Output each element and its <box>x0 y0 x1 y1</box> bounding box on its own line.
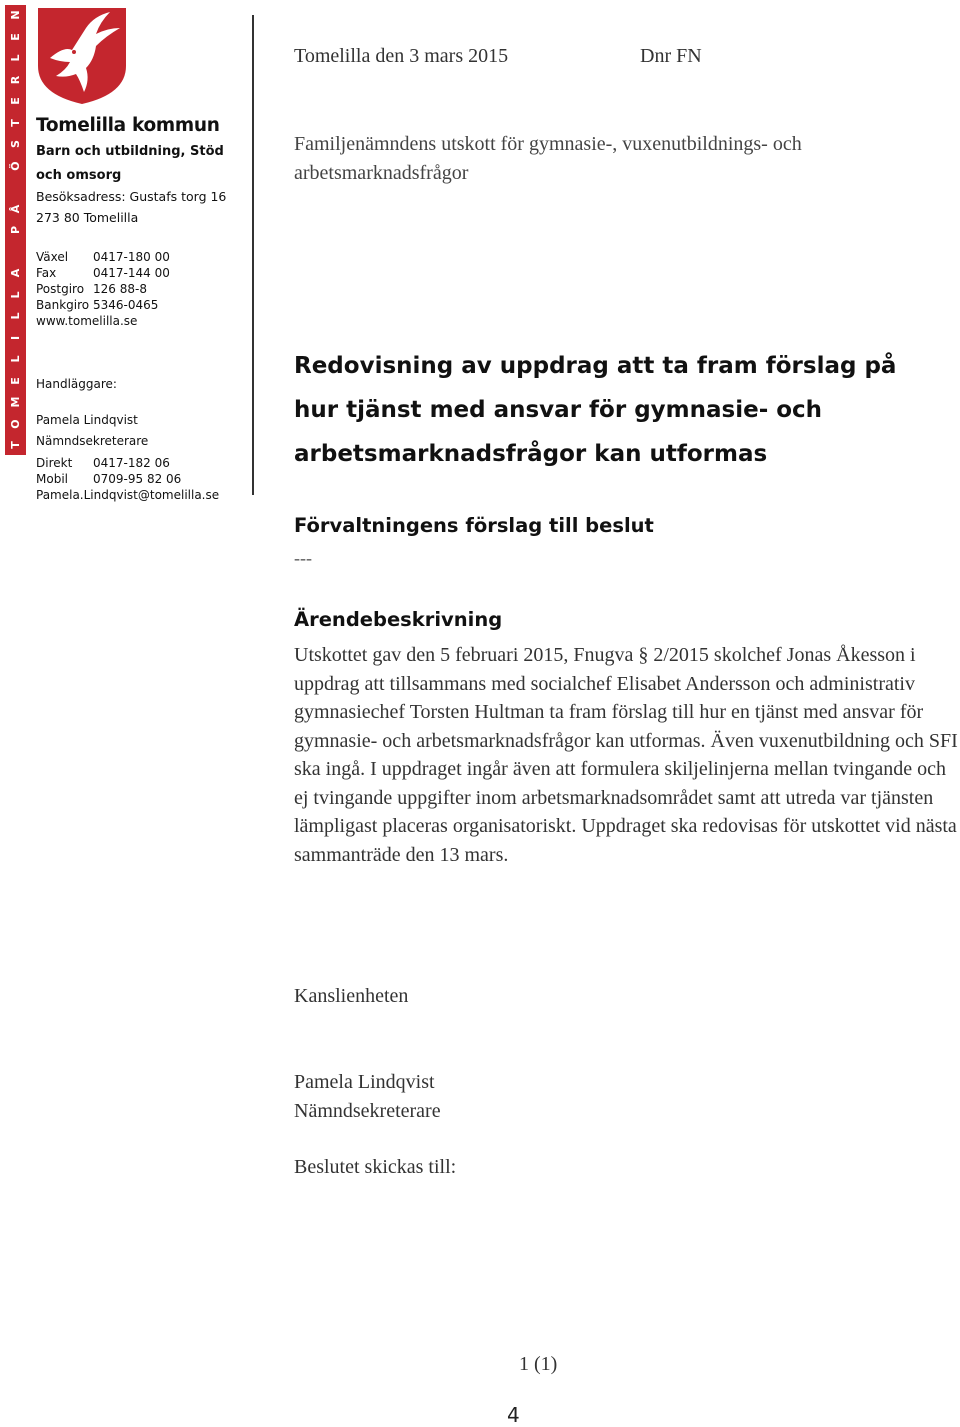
contact-row: Direkt 0417-182 06 <box>36 456 170 470</box>
distribution-line: Beslutet skickas till: <box>294 1156 457 1178</box>
proposal-body: --- <box>294 548 312 568</box>
contact-row: Mobil 0709-95 82 06 <box>36 472 182 486</box>
band-letter <box>10 246 22 258</box>
handler-title: Nämndsekreterare <box>36 434 149 448</box>
band-letter: L <box>8 312 22 320</box>
proposal-heading: Förvaltningens förslag till beslut <box>294 514 654 537</box>
band-letter: E <box>8 32 22 41</box>
signature-block <box>294 1068 441 1125</box>
band-letter: T <box>8 118 22 127</box>
band-letter: E <box>8 97 22 105</box>
handler-name: Pamela Lindqvist <box>36 413 138 427</box>
handler-contact-list <box>36 455 219 503</box>
band-letter: O <box>8 418 22 429</box>
department: Barn och utbildning, Stöd och omsorg <box>36 144 224 183</box>
org-name: Tomelilla kommun <box>36 115 220 136</box>
band-letter: E <box>8 376 22 385</box>
contact-row: Postgiro 126 88-8 <box>36 282 147 296</box>
band-letter: Ö <box>8 160 22 171</box>
handler-email-link[interactable]: Pamela.Lindqvist@tomelilla.se <box>36 488 220 502</box>
contact-row: Fax 0417-144 00 <box>36 266 170 280</box>
document-title: Redovisning av uppdrag att ta fram förslag på hur tjänst med ansvar för gymnasie- och arbetsmarknadsfrågor kan utformas <box>294 353 897 467</box>
coat-of-arms-logo <box>36 6 128 106</box>
band-letter: P <box>8 225 22 235</box>
band-letter: L <box>8 355 22 363</box>
band-letter: S <box>8 140 22 148</box>
band-letter: T <box>8 441 22 449</box>
band-letter: L <box>8 54 22 62</box>
date-line: Tomelilla den 3 mars 2015 <box>294 45 509 67</box>
band-letter: N <box>8 10 22 20</box>
website-link[interactable]: www.tomelilla.se <box>36 314 138 328</box>
description-body: Utskottet gav den 5 februari 2015, Fnugva § 2/2015 skolchef Jonas Åkesson i uppdrag att tillsammans med socialchef Elisabet Andersson och administrativ gymnasiechef Torsten Hultman ta fram förslag till hur en tjänst med ansvar för gymnasie- och arbetsmarknadsfrågor kan utformas. Även vuxenutbildning och SFI ska ingå. I uppdraget ingår även att formulera skiljelinjerna mellan tvingande och ej tvingande uppgifter inom arbetsmarknadsområdet samt att utreda var tjänsten lämpligast placeras organisatoriskt. Uppdraget ska redovisas för utskottet vid nästa sammanträde den 13 mars. <box>294 644 958 866</box>
visit-address: Besöksadress: Gustafs torg 16 <box>36 189 227 204</box>
page-indicator: 1 (1) <box>519 1353 558 1375</box>
contact-row: Växel 0417-180 00 <box>36 250 170 264</box>
handler-label: Handläggare: <box>36 377 117 391</box>
contact-row: Bankgiro 5346-0465 <box>36 298 159 312</box>
signer-name: Pamela Lindqvist <box>294 1071 435 1093</box>
postal-address: 273 80 Tomelilla <box>36 210 139 225</box>
contact-list <box>36 249 170 329</box>
vertical-brand-band <box>5 5 26 455</box>
dnr-reference: Dnr FN <box>640 45 702 67</box>
band-letter: M <box>8 396 22 408</box>
band-letter: L <box>8 291 22 299</box>
description-heading: Ärendebeskrivning <box>294 608 503 631</box>
committee-name: Familjenämndens utskott för gymnasie-, vuxenutbildnings- och arbetsmarknadsfrågor <box>294 133 802 184</box>
band-letter: Å <box>8 204 22 213</box>
band-letter: R <box>8 75 22 84</box>
band-letter: A <box>8 268 22 278</box>
signer-title: Nämndsekreterare <box>294 1099 441 1122</box>
vertical-divider <box>252 15 254 495</box>
band-letter <box>10 181 22 193</box>
band-letter: I <box>8 335 22 340</box>
page-number: 4 <box>507 1403 520 1427</box>
office-name: Kanslienheten <box>294 985 409 1007</box>
